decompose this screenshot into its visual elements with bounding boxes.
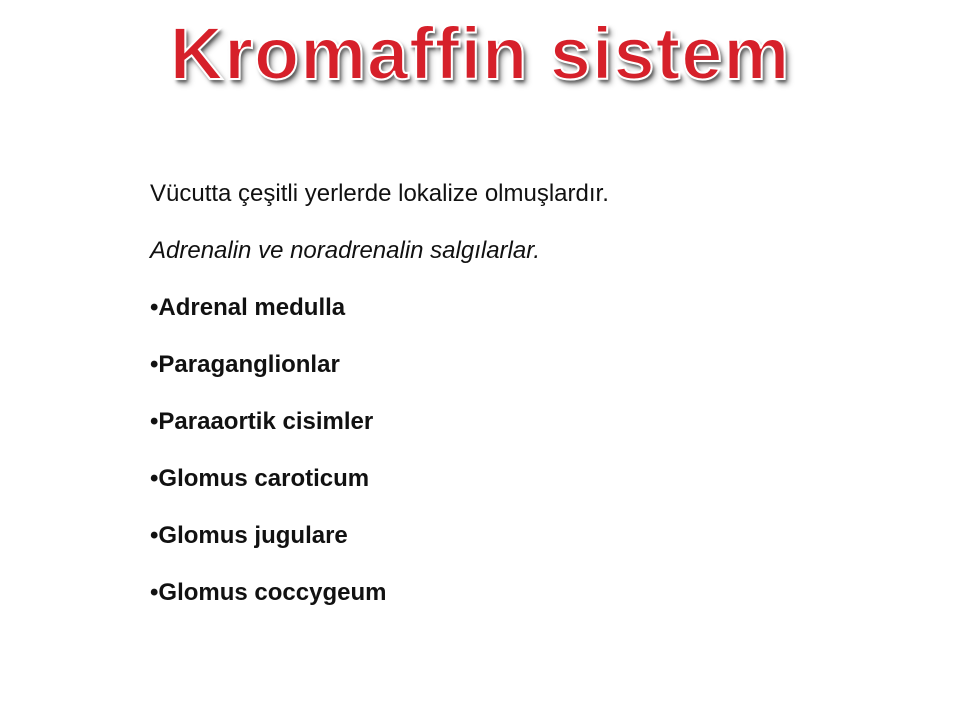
bullet-icon: • <box>150 579 159 606</box>
organ-list <box>150 294 910 607</box>
list-item <box>150 579 910 607</box>
list-item <box>150 351 910 379</box>
list-item <box>150 408 910 436</box>
list-item-label: Glomus caroticum <box>158 465 370 492</box>
slide-body <box>150 180 910 636</box>
list-item <box>150 465 910 493</box>
slide-title: Kromaffin sistem <box>169 12 791 95</box>
list-item-label: Paraganglionlar <box>158 351 340 378</box>
list-item-label: Paraaortik cisimler <box>158 408 374 435</box>
bullet-icon: • <box>150 351 159 378</box>
bullet-icon: • <box>150 522 159 549</box>
bullet-icon: • <box>150 294 159 321</box>
list-item-label: Glomus coccygeum <box>158 579 387 606</box>
list-item-label: Adrenal medulla <box>158 294 346 321</box>
secretion-text: Adrenalin ve noradrenalin salgılarlar. <box>150 237 540 264</box>
bullet-icon: • <box>150 465 159 492</box>
bullet-icon: • <box>150 408 159 435</box>
intro-text: Vücutta çeşitli yerlerde lokalize olmuşlardır. <box>150 180 609 207</box>
list-item <box>150 522 910 550</box>
list-item <box>150 294 910 322</box>
list-item-label: Glomus jugulare <box>158 522 348 549</box>
